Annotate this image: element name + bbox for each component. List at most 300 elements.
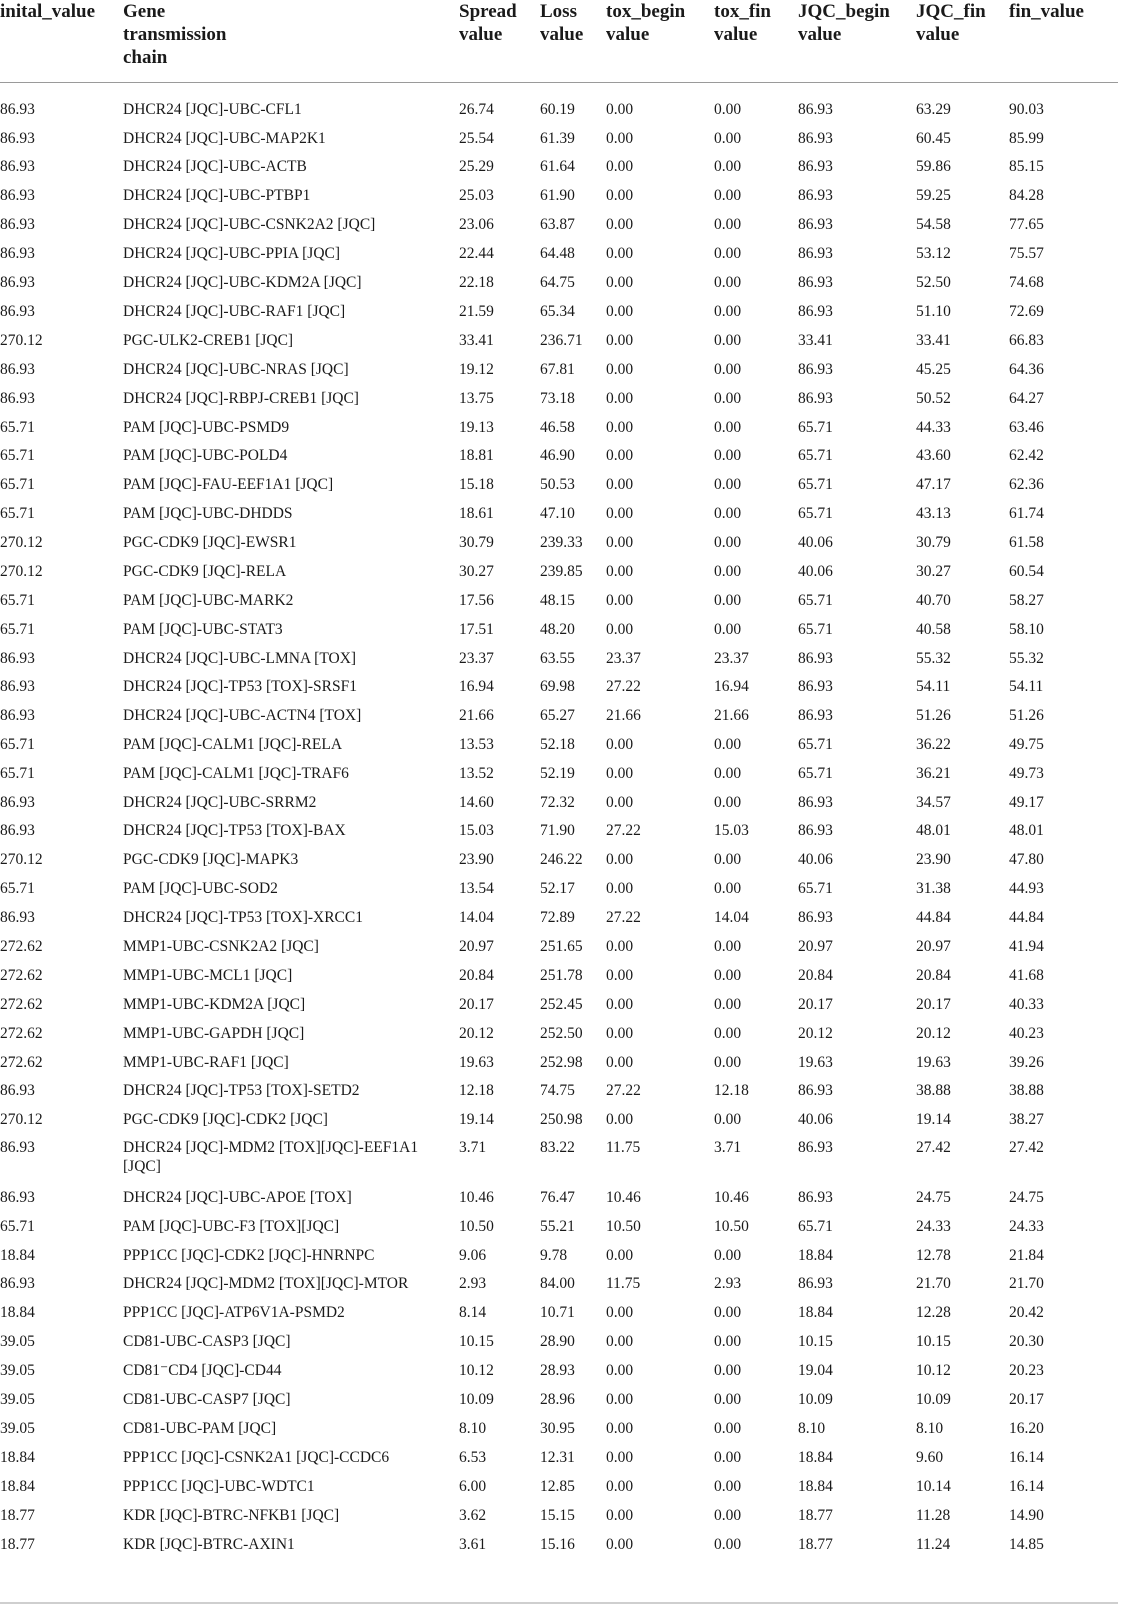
cell-fin-value: 38.88: [1009, 1082, 1044, 1099]
cell-fin-value: 39.26: [1009, 1054, 1044, 1071]
cell-initial-value: 65.71: [0, 505, 35, 522]
cell-loss-value: 47.10: [540, 505, 575, 522]
cell-jqc-fin: 10.12: [916, 1362, 951, 1379]
cell-gene-chain: DHCR24 [JQC]-TP53 [TOX]-SETD2: [123, 1082, 360, 1099]
cell-jqc-fin: 24.75: [916, 1189, 951, 1206]
cell-initial-value: 65.71: [0, 419, 35, 436]
cell-gene-chain: DHCR24 [JQC]-UBC-RAF1 [JQC]: [123, 303, 346, 320]
cell-loss-value: 52.19: [540, 765, 575, 782]
column-header-text: tox_fin: [714, 1, 771, 22]
cell-fin-value: 21.70: [1009, 1275, 1044, 1292]
cell-initial-value: 65.71: [0, 1218, 35, 1235]
cell-tox-fin: 0.00: [714, 592, 742, 609]
cell-tox-fin: 0.00: [714, 880, 742, 897]
cell-jqc-begin: 33.41: [798, 332, 833, 349]
cell-tox-fin: 0.00: [714, 938, 742, 955]
cell-jqc-fin: 51.10: [916, 303, 951, 320]
cell-fin-value: 64.36: [1009, 361, 1044, 378]
cell-tox-begin: 0.00: [606, 1449, 634, 1466]
cell-jqc-fin: 40.70: [916, 592, 951, 609]
cell-initial-value: 65.71: [0, 447, 35, 464]
cell-spread-value: 17.56: [459, 592, 494, 609]
cell-tox-begin: 11.75: [606, 1275, 641, 1292]
cell-initial-value: 65.71: [0, 880, 35, 897]
cell-tox-begin: 0.00: [606, 1478, 634, 1495]
cell-loss-value: 83.22: [540, 1139, 575, 1156]
cell-loss-value: 50.53: [540, 476, 575, 493]
cell-initial-value: 86.93: [0, 216, 35, 233]
cell-tox-fin: 0.00: [714, 1304, 742, 1321]
cell-tox-fin: 0.00: [714, 1333, 742, 1350]
cell-loss-value: 71.90: [540, 822, 575, 839]
cell-fin-value: 62.42: [1009, 447, 1044, 464]
cell-gene-chain: KDR [JQC]-BTRC-AXIN1: [123, 1536, 295, 1553]
cell-gene-chain: PAM [JQC]-UBC-SOD2: [123, 880, 278, 897]
cell-loss-value: 69.98: [540, 678, 575, 695]
cell-fin-value: 20.30: [1009, 1333, 1044, 1350]
cell-loss-value: 251.65: [540, 938, 583, 955]
cell-gene-chain: DHCR24 [JQC]-UBC-LMNA [TOX]: [123, 650, 357, 667]
cell-gene-chain: DHCR24 [JQC]-TP53 [TOX]-BAX: [123, 822, 346, 839]
cell-initial-value: 65.71: [0, 592, 35, 609]
cell-spread-value: 17.51: [459, 621, 494, 638]
cell-jqc-fin: 59.25: [916, 187, 951, 204]
cell-tox-fin: 0.00: [714, 447, 742, 464]
cell-gene-chain: DHCR24 [JQC]-UBC-CSNK2A2 [JQC]: [123, 216, 376, 233]
cell-initial-value: 86.93: [0, 822, 35, 839]
cell-tox-begin: 0.00: [606, 880, 634, 897]
cell-gene-chain: DHCR24 [JQC]-UBC-APOE [TOX]: [123, 1189, 352, 1206]
cell-loss-value: 64.48: [540, 245, 575, 262]
cell-loss-value: 72.89: [540, 909, 575, 926]
cell-loss-value: 28.96: [540, 1391, 575, 1408]
cell-spread-value: 18.81: [459, 447, 494, 464]
cell-gene-chain: DHCR24 [JQC]-UBC-SRRM2: [123, 794, 317, 811]
cell-tox-fin: 0.00: [714, 1478, 742, 1495]
cell-jqc-begin: 65.71: [798, 621, 833, 638]
cell-tox-fin: 0.00: [714, 1420, 742, 1437]
cell-gene-chain: DHCR24 [JQC]-UBC-KDM2A [JQC]: [123, 274, 362, 291]
column-header-text: inital_value: [0, 1, 96, 22]
cell-fin-value: 16.14: [1009, 1449, 1044, 1466]
cell-tox-begin: 0.00: [606, 1054, 634, 1071]
cell-initial-value: 65.71: [0, 476, 35, 493]
cell-tox-fin: 0.00: [714, 851, 742, 868]
cell-tox-begin: 0.00: [606, 1362, 634, 1379]
cell-spread-value: 19.13: [459, 419, 494, 436]
cell-loss-value: 48.15: [540, 592, 575, 609]
cell-tox-fin: 21.66: [714, 707, 749, 724]
cell-spread-value: 20.17: [459, 996, 494, 1013]
cell-spread-value: 22.18: [459, 274, 494, 291]
cell-tox-fin: 0.00: [714, 216, 742, 233]
cell-gene-chain: PGC-CDK9 [JQC]-RELA: [123, 563, 287, 580]
cell-initial-value: 18.84: [0, 1478, 35, 1495]
cell-initial-value: 65.71: [0, 765, 35, 782]
cell-initial-value: 86.93: [0, 1275, 35, 1292]
cell-spread-value: 19.14: [459, 1111, 494, 1128]
cell-gene-chain: MMP1-UBC-MCL1 [JQC]: [123, 967, 293, 984]
cell-jqc-begin: 40.06: [798, 534, 833, 551]
cell-jqc-fin: 10.09: [916, 1391, 951, 1408]
cell-spread-value: 13.52: [459, 765, 494, 782]
cell-jqc-begin: 40.06: [798, 563, 833, 580]
cell-fin-value: 58.10: [1009, 621, 1044, 638]
cell-gene-chain: PAM [JQC]-UBC-DHDDS: [123, 505, 293, 522]
cell-tox-begin: 0.00: [606, 1507, 634, 1524]
cell-jqc-fin: 20.97: [916, 938, 951, 955]
cell-fin-value: 27.42: [1009, 1139, 1044, 1156]
cell-spread-value: 10.09: [459, 1391, 494, 1408]
cell-tox-begin: 0.00: [606, 274, 634, 291]
cell-initial-value: 270.12: [0, 851, 43, 868]
cell-jqc-fin: 54.58: [916, 216, 951, 233]
cell-gene-chain: PAM [JQC]-CALM1 [JQC]-RELA: [123, 736, 343, 753]
cell-gene-chain: PAM [JQC]-UBC-MARK2: [123, 592, 294, 609]
column-header-initial-value: [0, 0, 95, 23]
cell-fin-value: 85.15: [1009, 158, 1044, 175]
cell-fin-value: 64.27: [1009, 390, 1044, 407]
cell-jqc-begin: 18.84: [798, 1304, 833, 1321]
cell-jqc-fin: 20.12: [916, 1025, 951, 1042]
cell-tox-begin: 0.00: [606, 1420, 634, 1437]
cell-spread-value: 10.50: [459, 1218, 494, 1235]
column-header-loss-value: [540, 0, 583, 46]
cell-fin-value: 47.80: [1009, 851, 1044, 868]
cell-fin-value: 54.11: [1009, 678, 1044, 695]
column-header-gene-chain: [123, 0, 226, 69]
cell-jqc-begin: 18.84: [798, 1247, 833, 1264]
cell-tox-fin: 0.00: [714, 996, 742, 1013]
cell-loss-value: 252.98: [540, 1054, 583, 1071]
cell-tox-fin: 0.00: [714, 245, 742, 262]
cell-tox-fin: 0.00: [714, 765, 742, 782]
cell-loss-value: 48.20: [540, 621, 575, 638]
cell-spread-value: 20.97: [459, 938, 494, 955]
cell-jqc-fin: 60.45: [916, 130, 951, 147]
cell-jqc-begin: 86.93: [798, 1082, 833, 1099]
cell-tox-begin: 0.00: [606, 332, 634, 349]
column-header-text: value: [459, 24, 503, 45]
cell-tox-fin: 0.00: [714, 1111, 742, 1128]
cell-tox-begin: 21.66: [606, 707, 641, 724]
cell-loss-value: 61.64: [540, 158, 575, 175]
column-header-text: transmission: [123, 24, 227, 45]
cell-loss-value: 64.75: [540, 274, 575, 291]
cell-fin-value: 85.99: [1009, 130, 1044, 147]
cell-jqc-fin: 23.90: [916, 851, 951, 868]
cell-fin-value: 77.65: [1009, 216, 1044, 233]
header-divider: [0, 82, 1118, 83]
cell-initial-value: 270.12: [0, 534, 43, 551]
cell-jqc-begin: 65.71: [798, 1218, 833, 1235]
cell-jqc-begin: 86.93: [798, 678, 833, 695]
cell-fin-value: 41.94: [1009, 938, 1044, 955]
cell-spread-value: 21.59: [459, 303, 494, 320]
cell-tox-fin: 16.94: [714, 678, 749, 695]
column-header-text: Gene: [123, 1, 166, 22]
cell-tox-begin: 0.00: [606, 1536, 634, 1553]
cell-loss-value: 52.17: [540, 880, 575, 897]
cell-tox-fin: 0.00: [714, 187, 742, 204]
cell-jqc-begin: 18.84: [798, 1478, 833, 1495]
cell-jqc-begin: 18.77: [798, 1507, 833, 1524]
cell-tox-fin: 0.00: [714, 1025, 742, 1042]
cell-gene-chain: DHCR24 [JQC]-UBC-NRAS [JQC]: [123, 361, 349, 378]
cell-tox-fin: 0.00: [714, 967, 742, 984]
cell-spread-value: 2.93: [459, 1275, 487, 1292]
cell-initial-value: 272.62: [0, 938, 43, 955]
cell-initial-value: 86.93: [0, 650, 35, 667]
cell-spread-value: 19.12: [459, 361, 494, 378]
cell-tox-begin: 0.00: [606, 563, 634, 580]
cell-jqc-fin: 20.17: [916, 996, 951, 1013]
cell-jqc-begin: 65.71: [798, 476, 833, 493]
cell-loss-value: 12.85: [540, 1478, 575, 1495]
cell-spread-value: 18.61: [459, 505, 494, 522]
cell-tox-begin: 0.00: [606, 130, 634, 147]
cell-jqc-fin: 36.21: [916, 765, 951, 782]
cell-jqc-fin: 30.27: [916, 563, 951, 580]
cell-tox-begin: 0.00: [606, 390, 634, 407]
cell-tox-fin: 0.00: [714, 130, 742, 147]
cell-spread-value: 22.44: [459, 245, 494, 262]
cell-gene-chain: PPP1CC [JQC]-UBC-WDTC1: [123, 1478, 315, 1495]
cell-initial-value: 18.77: [0, 1536, 35, 1553]
cell-jqc-begin: 18.77: [798, 1536, 833, 1553]
cell-spread-value: 25.54: [459, 130, 494, 147]
cell-spread-value: 25.29: [459, 158, 494, 175]
cell-tox-begin: 0.00: [606, 938, 634, 955]
cell-initial-value: 65.71: [0, 621, 35, 638]
cell-fin-value: 60.54: [1009, 563, 1044, 580]
cell-initial-value: 86.93: [0, 1139, 35, 1156]
cell-fin-value: 51.26: [1009, 707, 1044, 724]
cell-jqc-fin: 51.26: [916, 707, 951, 724]
cell-loss-value: 72.32: [540, 794, 575, 811]
cell-spread-value: 8.10: [459, 1420, 487, 1437]
cell-fin-value: 20.23: [1009, 1362, 1044, 1379]
cell-jqc-fin: 12.78: [916, 1247, 951, 1264]
column-header-text: value: [798, 24, 842, 45]
cell-gene-chain: CD81-UBC-PAM [JQC]: [123, 1420, 277, 1437]
cell-jqc-fin: 27.42: [916, 1139, 951, 1156]
cell-jqc-begin: 18.84: [798, 1449, 833, 1466]
cell-loss-value: 67.81: [540, 361, 575, 378]
cell-jqc-fin: 12.28: [916, 1304, 951, 1321]
cell-initial-value: 86.93: [0, 187, 35, 204]
cell-jqc-fin: 43.60: [916, 447, 951, 464]
cell-fin-value: 16.14: [1009, 1478, 1044, 1495]
cell-jqc-begin: 65.71: [798, 736, 833, 753]
cell-tox-begin: 27.22: [606, 678, 641, 695]
cell-initial-value: 86.93: [0, 245, 35, 262]
cell-tox-begin: 0.00: [606, 1111, 634, 1128]
cell-jqc-begin: 19.04: [798, 1362, 833, 1379]
cell-initial-value: 39.05: [0, 1420, 35, 1437]
cell-gene-chain: DHCR24 [JQC]-RBPJ-CREB1 [JQC]: [123, 390, 359, 407]
cell-jqc-fin: 45.25: [916, 361, 951, 378]
cell-fin-value: 63.46: [1009, 419, 1044, 436]
cell-jqc-begin: 65.71: [798, 765, 833, 782]
cell-gene-chain: CD81-UBC-CASP3 [JQC]: [123, 1333, 291, 1350]
cell-jqc-fin: 19.63: [916, 1054, 951, 1071]
table-bottom-divider: [0, 1602, 1118, 1604]
cell-fin-value: 24.33: [1009, 1218, 1044, 1235]
cell-spread-value: 13.54: [459, 880, 494, 897]
cell-jqc-fin: 52.50: [916, 274, 951, 291]
column-header-text: tox_begin: [606, 1, 686, 22]
cell-jqc-begin: 10.09: [798, 1391, 833, 1408]
cell-spread-value: 6.53: [459, 1449, 487, 1466]
cell-jqc-begin: 86.93: [798, 822, 833, 839]
cell-gene-chain: PAM [JQC]-UBC-STAT3: [123, 621, 283, 638]
cell-jqc-begin: 10.15: [798, 1333, 833, 1350]
cell-tox-fin: 0.00: [714, 419, 742, 436]
column-header-tox-fin: [714, 0, 771, 46]
cell-gene-chain: MMP1-UBC-GAPDH [JQC]: [123, 1025, 305, 1042]
cell-tox-fin: 0.00: [714, 621, 742, 638]
cell-tox-fin: 0.00: [714, 158, 742, 175]
cell-jqc-begin: 40.06: [798, 1111, 833, 1128]
cell-spread-value: 23.37: [459, 650, 494, 667]
cell-gene-chain: PGC-CDK9 [JQC]-EWSR1: [123, 534, 297, 551]
cell-gene-chain: PAM [JQC]-FAU-EEF1A1 [JQC]: [123, 476, 334, 493]
cell-tox-begin: 0.00: [606, 158, 634, 175]
cell-tox-begin: 0.00: [606, 967, 634, 984]
cell-tox-begin: 27.22: [606, 822, 641, 839]
cell-jqc-fin: 44.84: [916, 909, 951, 926]
cell-jqc-fin: 11.24: [916, 1536, 951, 1553]
cell-spread-value: 3.61: [459, 1536, 487, 1553]
cell-fin-value: 55.32: [1009, 650, 1044, 667]
cell-initial-value: 18.77: [0, 1507, 35, 1524]
cell-spread-value: 8.14: [459, 1304, 487, 1321]
cell-tox-begin: 0.00: [606, 1247, 634, 1264]
cell-jqc-begin: 20.97: [798, 938, 833, 955]
cell-loss-value: 252.50: [540, 1025, 583, 1042]
cell-initial-value: 18.84: [0, 1247, 35, 1264]
cell-jqc-begin: 20.12: [798, 1025, 833, 1042]
cell-tox-begin: 11.75: [606, 1139, 641, 1156]
cell-loss-value: 15.15: [540, 1507, 575, 1524]
cell-tox-begin: 0.00: [606, 851, 634, 868]
cell-gene-chain: DHCR24 [JQC]-UBC-PTBP1: [123, 187, 311, 204]
cell-loss-value: 46.58: [540, 419, 575, 436]
cell-tox-fin: 0.00: [714, 1507, 742, 1524]
cell-tox-begin: 0.00: [606, 765, 634, 782]
cell-spread-value: 26.74: [459, 101, 494, 118]
cell-loss-value: 46.90: [540, 447, 575, 464]
cell-gene-chain: PPP1CC [JQC]-ATP6V1A-PSMD2: [123, 1304, 345, 1321]
cell-loss-value: 65.27: [540, 707, 575, 724]
cell-jqc-fin: 53.12: [916, 245, 951, 262]
cell-jqc-begin: 8.10: [798, 1420, 826, 1437]
cell-initial-value: 65.71: [0, 736, 35, 753]
cell-loss-value: 61.39: [540, 130, 575, 147]
cell-tox-fin: 0.00: [714, 1054, 742, 1071]
cell-tox-fin: 15.03: [714, 822, 749, 839]
cell-jqc-begin: 86.93: [798, 216, 833, 233]
cell-spread-value: 21.66: [459, 707, 494, 724]
cell-fin-value: 24.75: [1009, 1189, 1044, 1206]
cell-spread-value: 23.90: [459, 851, 494, 868]
cell-gene-chain: DHCR24 [JQC]-UBC-PPIA [JQC]: [123, 245, 341, 262]
cell-tox-begin: 0.00: [606, 621, 634, 638]
cell-jqc-begin: 86.93: [798, 187, 833, 204]
cell-loss-value: 28.90: [540, 1333, 575, 1350]
cell-fin-value: 49.17: [1009, 794, 1044, 811]
cell-gene-chain: DHCR24 [JQC]-MDM2 [TOX][JQC]-MTOR: [123, 1275, 409, 1292]
cell-jqc-fin: 50.52: [916, 390, 951, 407]
cell-tox-begin: 10.50: [606, 1218, 641, 1235]
cell-tox-begin: 0.00: [606, 245, 634, 262]
cell-tox-fin: 0.00: [714, 1449, 742, 1466]
cell-loss-value: 12.31: [540, 1449, 575, 1466]
cell-initial-value: 270.12: [0, 332, 43, 349]
cell-jqc-begin: 86.93: [798, 158, 833, 175]
cell-jqc-fin: 43.13: [916, 505, 951, 522]
cell-jqc-begin: 86.93: [798, 707, 833, 724]
cell-jqc-begin: 86.93: [798, 1189, 833, 1206]
cell-loss-value: 251.78: [540, 967, 583, 984]
cell-tox-begin: 0.00: [606, 303, 634, 320]
cell-tox-fin: 0.00: [714, 736, 742, 753]
cell-loss-value: 10.71: [540, 1304, 575, 1321]
cell-fin-value: 61.74: [1009, 505, 1044, 522]
cell-spread-value: 12.18: [459, 1082, 494, 1099]
cell-initial-value: 272.62: [0, 1025, 43, 1042]
cell-loss-value: 246.22: [540, 851, 583, 868]
cell-fin-value: 90.03: [1009, 101, 1044, 118]
cell-jqc-begin: 65.71: [798, 880, 833, 897]
cell-fin-value: 66.83: [1009, 332, 1044, 349]
cell-loss-value: 74.75: [540, 1082, 575, 1099]
cell-spread-value: 9.06: [459, 1247, 487, 1264]
cell-initial-value: 39.05: [0, 1362, 35, 1379]
cell-spread-value: 30.27: [459, 563, 494, 580]
cell-initial-value: 270.12: [0, 563, 43, 580]
cell-jqc-begin: 86.93: [798, 390, 833, 407]
cell-spread-value: 14.60: [459, 794, 494, 811]
cell-tox-begin: 0.00: [606, 419, 634, 436]
cell-tox-begin: 0.00: [606, 447, 634, 464]
cell-jqc-fin: 54.11: [916, 678, 951, 695]
cell-tox-begin: 27.22: [606, 909, 641, 926]
cell-spread-value: 30.79: [459, 534, 494, 551]
cell-tox-fin: 12.18: [714, 1082, 749, 1099]
cell-initial-value: 86.93: [0, 274, 35, 291]
cell-spread-value: 13.75: [459, 390, 494, 407]
cell-loss-value: 252.45: [540, 996, 583, 1013]
cell-fin-value: 21.84: [1009, 1247, 1044, 1264]
cell-jqc-fin: 55.32: [916, 650, 951, 667]
cell-tox-fin: 14.04: [714, 909, 749, 926]
cell-gene-chain: DHCR24 [JQC]-TP53 [TOX]-SRSF1: [123, 678, 357, 695]
cell-tox-fin: 0.00: [714, 563, 742, 580]
cell-jqc-fin: 9.60: [916, 1449, 944, 1466]
cell-jqc-begin: 65.71: [798, 592, 833, 609]
column-header-text: JQC_fin: [916, 1, 986, 22]
cell-jqc-fin: 19.14: [916, 1111, 951, 1128]
cell-fin-value: 61.58: [1009, 534, 1044, 551]
cell-fin-value: 49.75: [1009, 736, 1044, 753]
cell-jqc-begin: 86.93: [798, 361, 833, 378]
cell-tox-begin: 0.00: [606, 736, 634, 753]
cell-gene-chain: MMP1-UBC-KDM2A [JQC]: [123, 996, 306, 1013]
cell-jqc-begin: 65.71: [798, 419, 833, 436]
cell-tox-fin: 0.00: [714, 794, 742, 811]
